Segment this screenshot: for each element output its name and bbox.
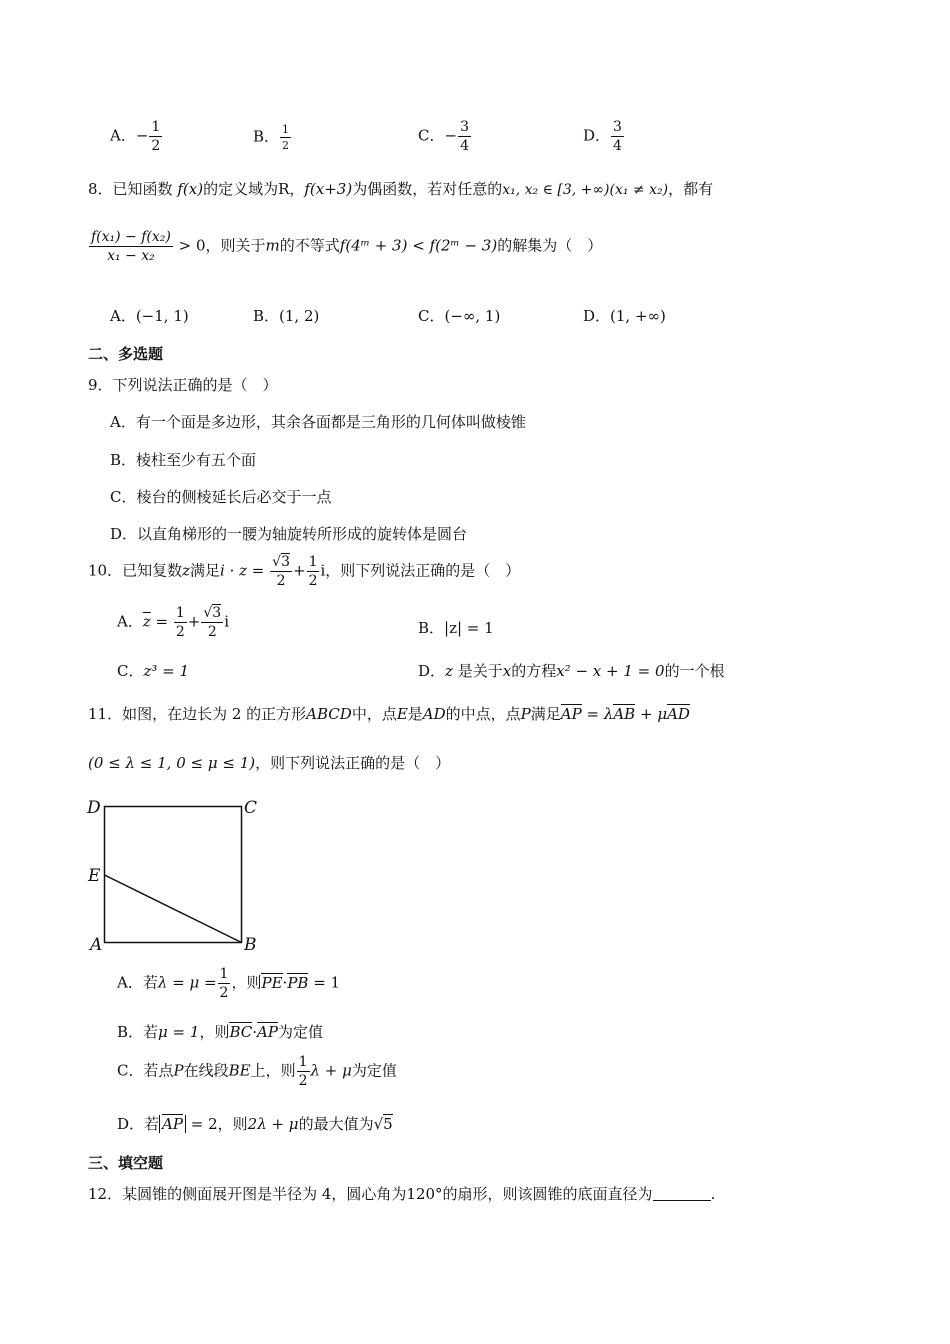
stem-text: 的定义域为R， [203,180,305,198]
square-abcd [105,807,242,943]
math-var: E [396,705,408,723]
stem-text: C．若点 [117,1061,174,1080]
stem-text: ，都有 [668,180,714,198]
stem-text: 为定值 [277,1023,323,1041]
numerator: 1 [219,966,229,982]
numerator: 1 [308,554,318,570]
q7-option-c [418,120,472,153]
math-expr: f(x) [177,180,204,198]
numerator: 1 [298,1054,308,1070]
math-var: m [265,236,280,255]
q11-option-b: B．若μ = 1，则BC·AP为定值 [117,1023,323,1041]
q11-option-c [117,1055,397,1088]
stem-text: 是关于 [457,662,503,680]
numerator: f(x₁) − f(x₂) [91,229,171,245]
vertex-label-d: D [87,798,101,818]
stem-text: 12．某圆锥的侧面展开图是半径为 4，圆心角为 [88,1185,407,1203]
q11-stem-line2 [88,752,450,773]
stem-text: 为偶函数，若对任意的 [352,180,503,198]
numerator: 1 [282,123,290,136]
stem-text: 上，则 [250,1061,296,1080]
stem-text: ，则下列说法正确的是（ ） [255,754,451,772]
math-expr: (0 ≤ λ ≤ 1, 0 ≤ μ ≤ 1) [88,754,256,772]
q9-option-a: A．有一个面是多边形，其余各面都是三角形的几何体叫做棱锥 [110,413,526,431]
radicand: 3 [212,605,222,621]
denominator: 2 [151,138,161,154]
magnitude-bars [159,1115,186,1133]
stem-text: 满足 [530,705,561,723]
vector: PE [261,973,283,992]
math-expr: = 1 [313,973,341,992]
q9-stem: 9．下列说法正确的是（ ） [88,376,278,394]
math-var: z [445,662,453,680]
q10-option-d [418,660,725,681]
stem-text: 满足 [190,561,221,580]
stem-text: 11．如图，在边长为 2 的正方形 [88,705,307,723]
fraction [458,120,471,153]
fraction [307,555,320,588]
stem-text: A．若 [117,973,158,992]
denominator: 2 [207,624,217,640]
vector: AP [257,1023,278,1041]
stem-text: B．若 [117,1023,159,1041]
option-label: C． [117,662,144,680]
fraction [218,967,231,1000]
q10-stem [88,555,520,588]
q7-option-a [110,120,163,153]
square-figure [84,793,264,958]
fraction [174,606,187,639]
stem-text: 已知函数 [112,180,173,198]
fraction [280,124,291,151]
stem-text: 为定值 [351,1061,397,1080]
option-label: A． [117,612,143,631]
vector: AB [613,705,636,723]
math-expr: f(x+3) [304,180,353,198]
math-var: AD [422,705,446,723]
stem-text: 的扇形，则该圆锥的底面直径为 [442,1185,653,1203]
denominator: 2 [276,573,286,589]
q10-option-b: B．|z| = 1 [418,619,494,637]
vector: AD [667,705,690,723]
math-var: x [502,662,512,680]
radicand: 5 [383,1115,393,1133]
option-label: D． [418,662,446,680]
radicand: 3 [281,554,290,570]
math-expr: > 0 [178,236,206,255]
fraction [297,1055,310,1088]
question-number: 8． [88,180,113,198]
minus-sign: − [135,126,149,145]
numerator: 1 [151,119,161,135]
q8-stem-line2 [88,230,602,263]
segment-eb [105,875,242,943]
q7-option-b [253,124,292,151]
math-expr: f(4ᵐ + 3) < f(2ᵐ − 3) [339,236,498,255]
math-var: ABCD [306,705,352,723]
math-expr: = 2 [190,1115,218,1133]
math-expr: x² − x + 1 = 0 [556,662,665,680]
numerator: 1 [175,605,185,621]
numerator: 3 [460,119,469,135]
math-var: P [520,705,531,723]
vector: AP [162,1115,183,1133]
fraction [89,230,173,263]
minus-sign: − [444,126,458,145]
vertex-label-b: B [244,935,257,955]
q8-option-d: D．(1, +∞) [583,307,666,325]
imaginary-unit: i [320,561,326,580]
q12-stem [88,1183,715,1204]
section-heading-multi-choice: 二、多选题 [88,345,164,363]
fraction: $\frac{√3}{2}$ [203,605,222,640]
math-expr: z³ = 1 [143,662,190,680]
math-var: z [182,561,190,580]
math-expr: i · z = [220,561,265,580]
q10-option-c [117,660,189,681]
math-var: P [173,1061,184,1080]
stem-text: 中，点 [351,705,397,723]
math-expr: + μ [639,705,668,723]
imaginary-unit: i [224,612,230,631]
denominator: 2 [175,624,185,640]
fraction [611,120,624,153]
vector: BC [229,1023,253,1041]
option-label: A． [110,126,136,145]
vertex-label-c: C [244,798,258,818]
option-label: C． [418,126,445,145]
q8-stem-line1 [88,178,713,199]
numerator: 3 [613,119,622,135]
math-expr: λ = μ = [157,973,217,992]
stem-text: ，则 [199,1023,230,1041]
option-label: B． [253,127,280,146]
denominator: 2 [298,1073,308,1089]
stem-text: ，则关于 [205,236,266,255]
denominator: 4 [613,138,622,154]
fraction [149,120,162,153]
section-heading-fill-in: 三、填空题 [88,1154,164,1172]
q11-stem-line1 [88,703,690,724]
stem-text: ，则 [217,1115,248,1133]
vertex-label-a: A [90,935,103,955]
stem-text: 的方程 [511,662,557,680]
q11-option-a: A．若λ = μ = $\frac{1}{2}$ ，则PE·PB = 1 [117,966,341,1001]
stem-text: 的最大值为 [298,1115,374,1133]
stem-text: 的解集为（ ） [497,236,603,255]
math-expr: 2λ + μ [247,1115,299,1133]
plus-sign: + [292,561,306,580]
question-number: 10．已知复数 [88,561,183,580]
stem-text: 是 [407,705,423,723]
denominator: x₁ − x₂ [107,248,155,264]
q10-option-a: A．$\overline{z}$ = $\frac{1}{2}$ + $\frac{√3}{2}$ i [117,605,230,640]
answer-blank[interactable] [653,1186,711,1201]
stem-text: D．若 [117,1115,160,1133]
denominator: 2 [219,985,229,1001]
q8-option-a: A．(−1, 1) [110,307,189,325]
stem-text: 的不等式 [279,236,340,255]
math-expr: μ = 1 [158,1023,200,1041]
vector: PB [287,973,309,992]
stem-text: 在线段 [183,1061,229,1080]
stem-text: 的中点，点 [445,705,521,723]
denominator: 4 [460,138,469,154]
q9-option-c: C．棱台的侧棱延长后必交于一点 [110,488,332,506]
stem-text: ，则 [231,973,262,992]
q9-option-d: D．以直角梯形的一腰为轴旋转所形成的旋转体是圆台 [110,525,468,543]
vertex-label-e: E [88,866,101,886]
math-var: BE [228,1061,251,1080]
q8-option-b: B．(1, 2) [253,307,320,325]
q9-option-b: B．棱柱至少有五个面 [110,451,257,469]
option-label: D． [583,126,611,145]
math-expr: x₁, x₂ ∈ [3, +∞)(x₁ ≠ x₂) [502,182,669,198]
math-expr: λ + μ [310,1061,352,1080]
period: . [710,1185,716,1203]
stem-text: ，则下列说法正确的是（ ） [325,561,521,580]
fraction: $\frac{√3}{2}$ [272,554,290,589]
math-expr: 120° [406,1185,443,1203]
vector: AP [560,705,582,723]
denominator: 2 [308,573,318,589]
math-expr: = λ [586,705,614,723]
q7-option-d [583,120,625,153]
stem-text: 的一个根 [664,662,725,680]
q8-option-c: C．(−∞, 1) [418,307,501,325]
denominator: 2 [282,139,290,152]
q11-option-d: D．若 AP = 2，则2λ + μ的最大值为√5 [117,1115,393,1133]
